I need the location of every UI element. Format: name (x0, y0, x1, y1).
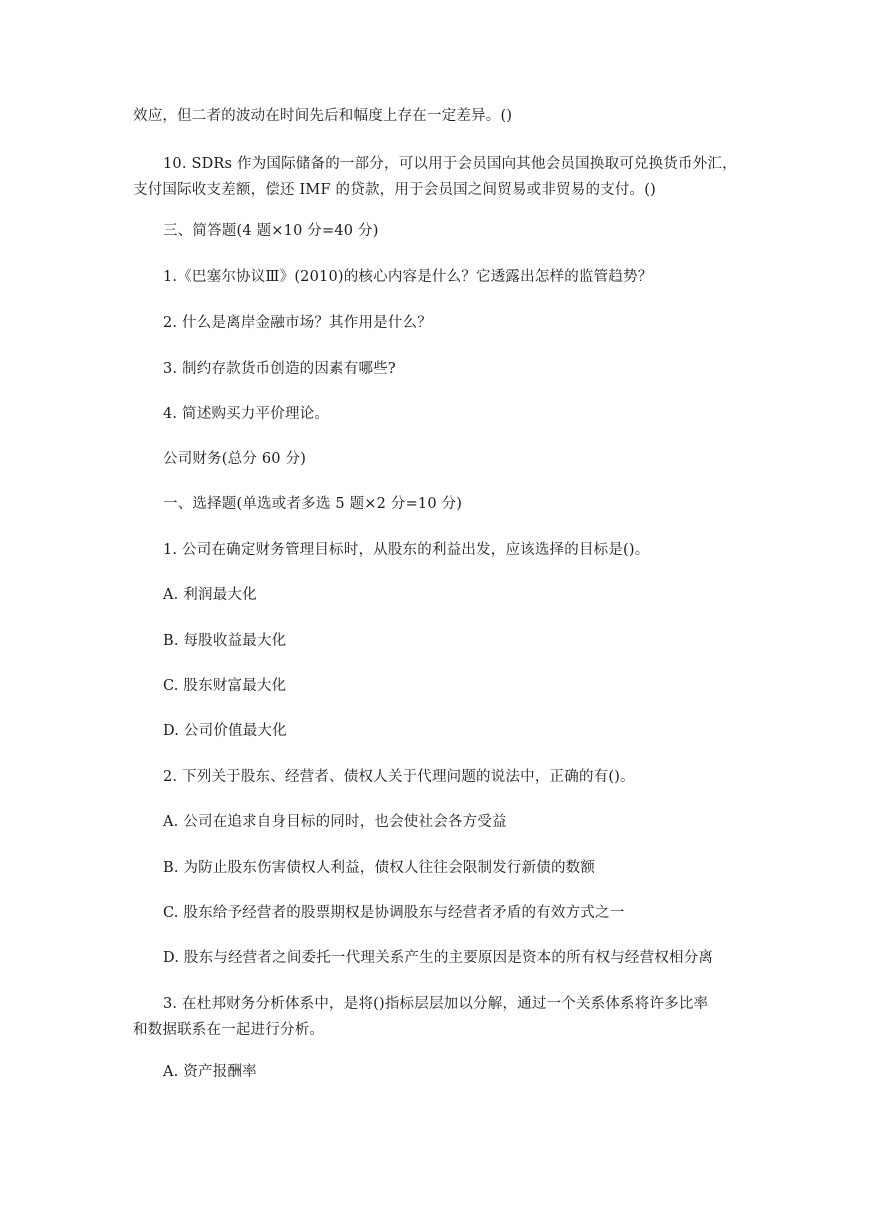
short-answer-q1: 1.《巴塞尔协议Ⅲ》(2010)的核心内容是什么？它透露出怎样的监管趋势？ (163, 269, 653, 285)
short-answer-q2: 2. 什么是离岸金融市场？其作用是什么？ (163, 315, 432, 331)
question-10-line-2: 支付国际收支差额，偿还 IMF 的贷款，用于会员国之间贸易或非贸易的支付。() (133, 182, 656, 198)
section-heading-corporate-finance: 公司财务(总分 60 分) (163, 451, 307, 467)
paragraph-line: 效应，但二者的波动在时间先后和幅度上存在一定差异。() (133, 108, 513, 124)
choice-q1-option-b: B. 每股收益最大化 (163, 633, 287, 649)
short-answer-q4: 4. 简述购买力平价理论。 (163, 406, 330, 422)
choice-q3-line-2: 和数据联系在一起进行分析。 (133, 1022, 325, 1038)
choice-q2-option-d: D. 股东与经营者之间委托一代理关系产生的主要原因是资本的所有权与经营权相分离 (163, 950, 714, 966)
choice-q3-line-1: 3. 在杜邦财务分析体系中，是将()指标层层加以分解，通过一个关系体系将许多比率 (163, 996, 709, 1012)
choice-q1-option-c: C. 股东财富最大化 (163, 678, 287, 694)
section-heading-short-answer: 三、简答题(4 题×10 分=40 分) (163, 223, 379, 239)
short-answer-q3: 3. 制约存款货币创造的因素有哪些? (163, 361, 396, 377)
choice-q2-option-b: B. 为防止股东伤害债权人利益，债权人往往会限制发行新债的数额 (163, 860, 596, 876)
choice-q1: 1. 公司在确定财务管理目标时，从股东的利益出发，应该选择的目标是()。 (163, 542, 650, 558)
choice-q2: 2. 下列关于股东、经营者、债权人关于代理问题的说法中，正确的有()。 (163, 769, 635, 785)
choice-q2-option-a: A. 公司在追求自身目标的同时，也会使社会各方受益 (163, 814, 507, 830)
choice-q2-option-c: C. 股东给予经营者的股票期权是协调股东与经营者矛盾的有效方式之一 (163, 905, 625, 921)
choice-q1-option-d: D. 公司价值最大化 (163, 723, 287, 739)
question-10-line-1: 10. SDRs 作为国际储备的一部分，可以用于会员国向其他会员国换取可兑换货币外汇， (163, 156, 737, 172)
choice-q1-option-a: A. 利润最大化 (163, 587, 257, 603)
choice-q3-option-a: A. 资产报酬率 (163, 1064, 257, 1080)
section-heading-choice: 一、选择题(单选或者多选 5 题×2 分=10 分) (163, 496, 463, 512)
